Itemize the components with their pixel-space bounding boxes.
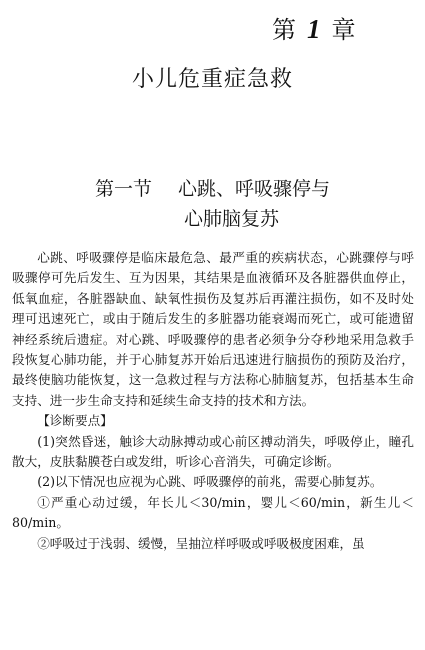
chapter-number: 1 [307, 14, 323, 44]
chapter-title: 小儿危重症急救 [131, 67, 293, 92]
diagnosis-heading: 【诊断要点】 [37, 413, 113, 429]
section-title [0, 174, 425, 234]
diagnosis-point-1: (1)突然昏迷，触诊大动脉搏动或心前区搏动消失，呼吸停止，瞳孔散大，皮肤黏膜苍白或发绀，听诊心音消失，可确定诊断。 [12, 433, 414, 470]
section-number: 第一节 [94, 178, 152, 200]
diagnosis-sub-2: ②呼吸过于浅弱、缓慢，呈抽泣样呼吸或呼吸极度困难，虽 [37, 535, 365, 551]
chapter-suffix: 章 [331, 16, 358, 44]
intro-paragraph: 心跳、呼吸骤停是临床最危急、最严重的疾病状态，心跳骤停与呼吸骤停可先后发生、互为因果，其结果是血液循环及各脏器供血停止，低氧血症，各脏器缺血、缺氧性损伤及复苏后再灌注损伤，如不及时处理可迅速死亡，或由于随后发生的多脏器功能衰竭而死亡，或可能遗留神经系统后遗症。对心跳、呼吸骤停的患者必须争分夺秒地采用急救手段恢复心肺功能，并于心肺复苏开始后迅速进行脑损伤的预防及治疗，最终使脑功能恢复，这一急救过程与方法称心肺脑复苏，包括基本生命支持、进一步生命支持和延续生命支持的技术和方法。 [12, 250, 414, 408]
diagnosis-sub-1: ①严重心动过缓，年长儿＜30/min，婴儿＜60/min，新生儿＜80/min。 [12, 494, 414, 531]
section-title-line2: 心肺脑复苏 [183, 208, 279, 230]
section-title-line1: 心跳、呼吸骤停与 [178, 178, 331, 200]
chapter-prefix: 第 [272, 16, 298, 44]
chapter-heading [272, 10, 358, 45]
body-text [12, 248, 414, 554]
diagnosis-point-2: (2)以下情况也应视为心跳、呼吸骤停的前兆，需要心肺复苏。 [37, 474, 383, 490]
